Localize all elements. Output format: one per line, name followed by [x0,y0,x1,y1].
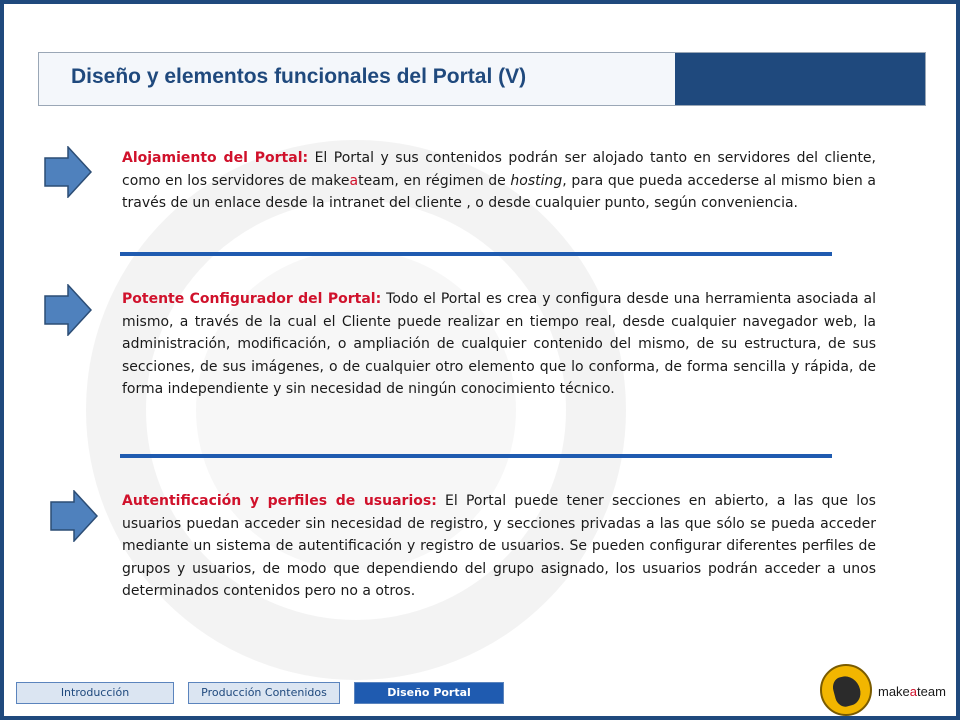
brand-letter: a [349,172,359,189]
makeateam-logo-icon [820,664,872,716]
nav-tab-produccion-contenidos[interactable]: Producción Contenidos [188,682,340,704]
brand-make: make [878,684,910,699]
section-italic-term: hosting [510,172,563,189]
section-divider [120,252,832,256]
section-text: El Portal y sus contenidos podrán ser alojado tanto en servidores del cliente, como en los servidores de make [122,150,876,189]
section-divider [120,454,832,458]
title-bar [38,52,926,106]
section-text: team, en régimen de [358,172,511,189]
nav-tab-introduccion[interactable]: Introducción [16,682,174,704]
section-heading: Alojamiento del Portal: [122,150,309,166]
brand-team: team [917,684,946,699]
arrow-right-icon [50,490,98,542]
section-hosting [122,147,876,215]
section-heading: Potente Configurador del Portal: [122,291,382,307]
arrow-right-icon [44,284,92,336]
arrow-right-icon [44,146,92,198]
brand-a: a [909,684,918,699]
section-authentication [122,490,876,603]
section-text: Todo el Portal es crea y configura desde una herramienta asociada al mismo, a través de la cual el Cliente puede realizar en tiempo real, desde cualquier navegador web, la administración, modificación, o ampliación de cualquier contenido del mismo, de su estructura, de sus secciones, de sus imágenes, o de cualquier otro elemento que lo conforma, de forma sencilla y rápida, de forma independiente y sin necesidad de ningún conocimiento técnico. [122,291,876,398]
slide-title: Diseño y elementos funcionales del Portal (V) [71,65,527,88]
section-configurator [122,288,876,401]
section-text: El Portal puede tener secciones en abierto, a las que los usuarios puedan acceder sin necesidad de registro, y secciones privadas a las que sólo se pueda acceder mediante un sistema de autentificación y registro de usuarios. Se pueden configurar diferentes perfiles de grupos y usuarios, de modo que dependiendo del grupo asignado, los usuarios podrán acceder a unos determinados contenidos pero no a otros. [122,493,876,600]
section-text: , para que pueda accederse al mismo bien a través de un enlace desde la intranet del cliente , o desde cualquier punto, según conveniencia. [122,172,876,212]
nav-tab-diseno-portal[interactable]: Diseño Portal [354,682,504,704]
title-accent-block [675,53,925,105]
section-heading: Autentificación y perfiles de usuarios: [122,493,437,509]
logo-figure [831,673,864,709]
brand-name [878,684,946,699]
